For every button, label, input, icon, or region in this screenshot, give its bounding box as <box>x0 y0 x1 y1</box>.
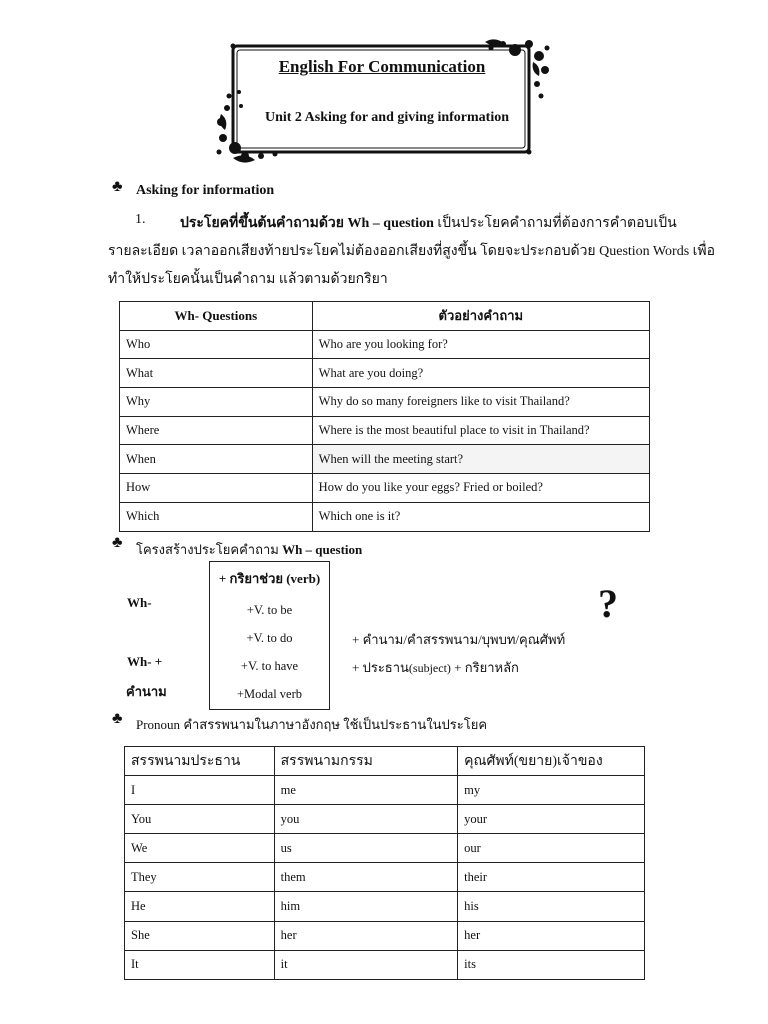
table-cell: him <box>274 892 458 921</box>
table-cell: its <box>458 950 645 979</box>
table-row <box>120 502 650 531</box>
table-cell: you <box>274 805 458 834</box>
table-row <box>125 834 645 863</box>
item-rest-text: เป็นประโยคคำถามที่ต้องการคำตอบเป็น <box>437 216 677 231</box>
pronoun-heading-th: คำสรรพนามในภาษาอังกฤษ ใช้เป็นประธานในประโยค <box>180 717 488 732</box>
table-cell: their <box>458 863 645 892</box>
structure-right-2-b: (subject) <box>408 661 451 675</box>
table-cell: her <box>274 921 458 950</box>
table-row <box>120 474 650 503</box>
structure-right-2-c: + กริยาหลัก <box>450 660 519 675</box>
table-cell: us <box>274 834 458 863</box>
table-cell: It <box>125 950 275 979</box>
table-cell: your <box>458 805 645 834</box>
table-cell: our <box>458 834 645 863</box>
table-row <box>125 776 645 805</box>
table-cell: We <box>125 834 275 863</box>
structure-heading-bold: Wh – question <box>282 542 363 557</box>
club-bullet-icon: ♣ <box>112 710 123 727</box>
table-row <box>120 330 650 359</box>
structure-left-noun: คำนาม <box>126 684 167 699</box>
item-bold-text: ประโยคที่ขึ้นต้นคำถามด้วย Wh – question <box>180 216 434 231</box>
table-row <box>120 359 650 388</box>
table-cell: Why <box>120 388 313 417</box>
table-cell: What are you doing? <box>312 359 649 388</box>
aux-verb-item: +V. to do <box>246 631 293 645</box>
paragraph-line-3: ทำให้ประโยคนั้นเป็นคำถาม แล้วตามด้วยกริยา <box>108 272 388 287</box>
table-cell: Which one is it? <box>312 502 649 531</box>
table-row <box>120 388 650 417</box>
table-cell: it <box>274 950 458 979</box>
section-heading-asking: Asking for information <box>136 183 275 198</box>
auxiliary-verb-box <box>209 561 330 710</box>
table-cell: I <box>125 776 275 805</box>
table-cell: me <box>274 776 458 805</box>
table-cell: Where is the most beautiful place to visit in Thailand? <box>312 416 649 445</box>
structure-left-wh: Wh- <box>127 595 152 610</box>
table-row <box>125 892 645 921</box>
section-heading-structure <box>136 539 362 560</box>
table-header-cell: ตัวอย่างคำถาม <box>312 302 649 331</box>
page-title: English For Communication <box>278 57 486 76</box>
table-cell: You <box>125 805 275 834</box>
table-cell: them <box>274 863 458 892</box>
table-cell: Which <box>120 502 313 531</box>
pronoun-table <box>124 746 645 980</box>
structure-right-2-a: + ประธาน <box>352 660 409 675</box>
table-cell: He <box>125 892 275 921</box>
table-row <box>125 805 645 834</box>
table-cell: She <box>125 921 275 950</box>
question-mark: ? <box>598 581 618 626</box>
aux-verb-item: +V. to have <box>240 659 299 673</box>
table-row <box>120 416 650 445</box>
pronoun-heading-en: Pronoun <box>136 717 181 732</box>
table-cell: his <box>458 892 645 921</box>
table-cell: They <box>125 863 275 892</box>
table-cell: my <box>458 776 645 805</box>
table-header-cell: Wh- Questions <box>120 302 313 331</box>
structure-right-2 <box>352 657 519 678</box>
table-cell: What <box>120 359 313 388</box>
table-row <box>125 921 645 950</box>
table-cell: Who <box>120 330 313 359</box>
table-header-cell: คุณศัพท์(ขยาย)เจ้าของ <box>458 747 645 776</box>
table-header-cell: สรรพนามกรรม <box>274 747 458 776</box>
table-row <box>120 445 650 474</box>
table-cell: her <box>458 921 645 950</box>
table-cell: Where <box>120 416 313 445</box>
section-heading-pronoun <box>136 714 487 735</box>
table-cell: Who are you looking for? <box>312 330 649 359</box>
aux-verb-header: + กริยาช่วย (verb) <box>218 571 321 586</box>
aux-verb-item: +Modal verb <box>236 687 303 701</box>
club-bullet-icon: ♣ <box>112 178 123 195</box>
structure-heading-thai: โครงสร้างประโยคคำถาม <box>136 542 279 557</box>
table-cell: When <box>120 445 313 474</box>
table-cell: How do you like your eggs? Fried or boiled? <box>312 474 649 503</box>
table-cell: Why do so many foreigners like to visit Thailand? <box>312 388 649 417</box>
club-bullet-icon: ♣ <box>112 534 123 551</box>
wh-questions-table <box>119 301 650 532</box>
table-cell: When will the meeting start? <box>312 445 649 474</box>
item-text <box>180 212 677 234</box>
table-row <box>125 863 645 892</box>
table-row <box>125 950 645 979</box>
table-cell: How <box>120 474 313 503</box>
table-header-row <box>120 302 650 331</box>
item-number: 1. <box>135 212 146 227</box>
structure-right-1: + คำนาม/คำสรรพนาม/บุพบท/คุณศัพท์ <box>352 632 566 647</box>
structure-left-wh-plus: Wh- + <box>127 654 163 669</box>
aux-verb-item: +V. to be <box>246 603 293 617</box>
table-header-cell: สรรพนามประธาน <box>125 747 275 776</box>
paragraph-line-2: รายละเอียด เวลาออกเสียงท้ายประโยคไม่ต้องออกเสียงที่สูงขึ้น โดยจะประกอบด้วย Question Words เพื่อ <box>108 244 716 259</box>
table-header-row <box>125 747 645 776</box>
page-subtitle: Unit 2 Asking for and giving information <box>264 110 509 125</box>
